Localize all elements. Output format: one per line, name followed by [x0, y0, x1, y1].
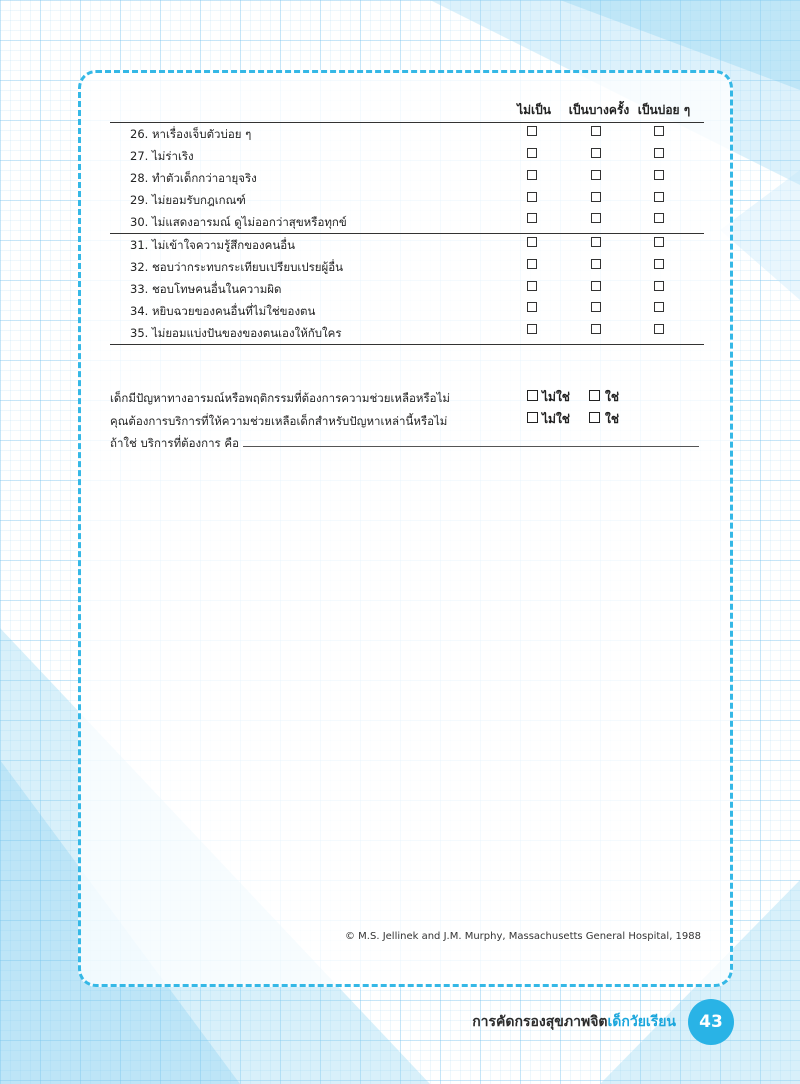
checkbox-26-often[interactable] — [654, 126, 664, 136]
checkbox-33-often[interactable] — [654, 281, 664, 291]
checkbox-29-sometimes[interactable] — [591, 192, 601, 202]
checkbox-26-sometimes[interactable] — [591, 126, 601, 136]
checkbox-34-often[interactable] — [654, 302, 664, 312]
label-wants-service-yes: ใช่ — [605, 412, 620, 426]
label-needs-help-no: ไม่ใช่ — [542, 390, 570, 404]
checkbox-33-never[interactable] — [527, 281, 537, 291]
copyright-notice: © M.S. Jellinek and J.M. Murphy, Massachusetts General Hospital, 1988 — [345, 931, 701, 942]
checkbox-35-sometimes[interactable] — [591, 324, 601, 334]
checkbox-wants-service-yes[interactable] — [589, 412, 600, 423]
checkbox-needs-help-no[interactable] — [527, 390, 538, 401]
checkbox-27-often[interactable] — [654, 148, 664, 158]
list-item-29: 29. ไม่ยอมรับกฎเกณฑ์ — [130, 193, 246, 207]
checkbox-30-often[interactable] — [654, 213, 664, 223]
checkbox-32-sometimes[interactable] — [591, 259, 601, 269]
list-item-32: 32. ชอบว่ากระทบกระเทียบเปรียบเปรยผู้อื่น — [130, 260, 344, 274]
table-middle-rule — [110, 233, 704, 234]
column-header-sometimes: เป็นบางครั้ง — [568, 103, 630, 117]
list-item-34: 34. หยิบฉวยของคนอื่นที่ไม่ใช่ของตน — [130, 304, 316, 318]
checkbox-32-never[interactable] — [527, 259, 537, 269]
list-item-27: 27. ไม่ร่าเริง — [130, 149, 194, 163]
table-top-rule — [110, 122, 704, 123]
question-wants-service: คุณต้องการบริการที่ให้ความช่วยเหลือเด็กสำหรับปัญหาเหล่านี้หรือไม่ — [110, 414, 448, 428]
checkbox-28-often[interactable] — [654, 170, 664, 180]
checkbox-wants-service-no[interactable] — [527, 412, 538, 423]
checkbox-35-never[interactable] — [527, 324, 537, 334]
checkbox-33-sometimes[interactable] — [591, 281, 601, 291]
table-bottom-rule — [110, 344, 704, 345]
list-item-30: 30. ไม่แสดงอารมณ์ ดูไม่ออกว่าสุขหรือทุกข์ — [130, 215, 347, 229]
list-item-35: 35. ไม่ยอมแบ่งปันของของตนเองให้กับใคร — [130, 326, 342, 340]
checkbox-28-never[interactable] — [527, 170, 537, 180]
checkbox-34-never[interactable] — [527, 302, 537, 312]
checkbox-29-never[interactable] — [527, 192, 537, 202]
page-number: 43 — [688, 999, 734, 1045]
checkbox-30-never[interactable] — [527, 213, 537, 223]
checkbox-needs-help-yes[interactable] — [589, 390, 600, 401]
checkbox-34-sometimes[interactable] — [591, 302, 601, 312]
footer-title: การคัดกรองสุขภาพจิตเด็กวัยเรียน — [472, 1014, 676, 1030]
label-wants-service-no: ไม่ใช่ — [542, 412, 570, 426]
checkbox-31-sometimes[interactable] — [591, 237, 601, 247]
list-item-33: 33. ชอบโทษคนอื่นในความผิด — [130, 282, 282, 296]
checkbox-27-sometimes[interactable] — [591, 148, 601, 158]
list-item-28: 28. ทำตัวเด็กกว่าอายุจริง — [130, 171, 257, 185]
checkbox-28-sometimes[interactable] — [591, 170, 601, 180]
checkbox-27-never[interactable] — [527, 148, 537, 158]
column-header-often: เป็นบ่อย ๆ — [637, 103, 691, 117]
label-needs-help-yes: ใช่ — [605, 390, 620, 404]
service-answer-line[interactable] — [243, 446, 699, 447]
checkbox-31-often[interactable] — [654, 237, 664, 247]
column-header-never: ไม่เป็น — [517, 103, 551, 117]
question-needs-help: เด็กมีปัญหาทางอารมณ์หรือพฤติกรรมที่ต้องการความช่วยเหลือหรือไม่ — [110, 391, 450, 405]
checkbox-26-never[interactable] — [527, 126, 537, 136]
checkbox-29-often[interactable] — [654, 192, 664, 202]
checkbox-31-never[interactable] — [527, 237, 537, 247]
list-item-26: 26. หาเรื่องเจ็บตัวบ่อย ๆ — [130, 127, 252, 141]
checkbox-30-sometimes[interactable] — [591, 213, 601, 223]
list-item-31: 31. ไม่เข้าใจความรู้สึกของคนอื่น — [130, 238, 295, 252]
checkbox-32-often[interactable] — [654, 259, 664, 269]
service-prompt: ถ้าใช่ บริการที่ต้องการ คือ — [110, 436, 239, 450]
checkbox-35-often[interactable] — [654, 324, 664, 334]
